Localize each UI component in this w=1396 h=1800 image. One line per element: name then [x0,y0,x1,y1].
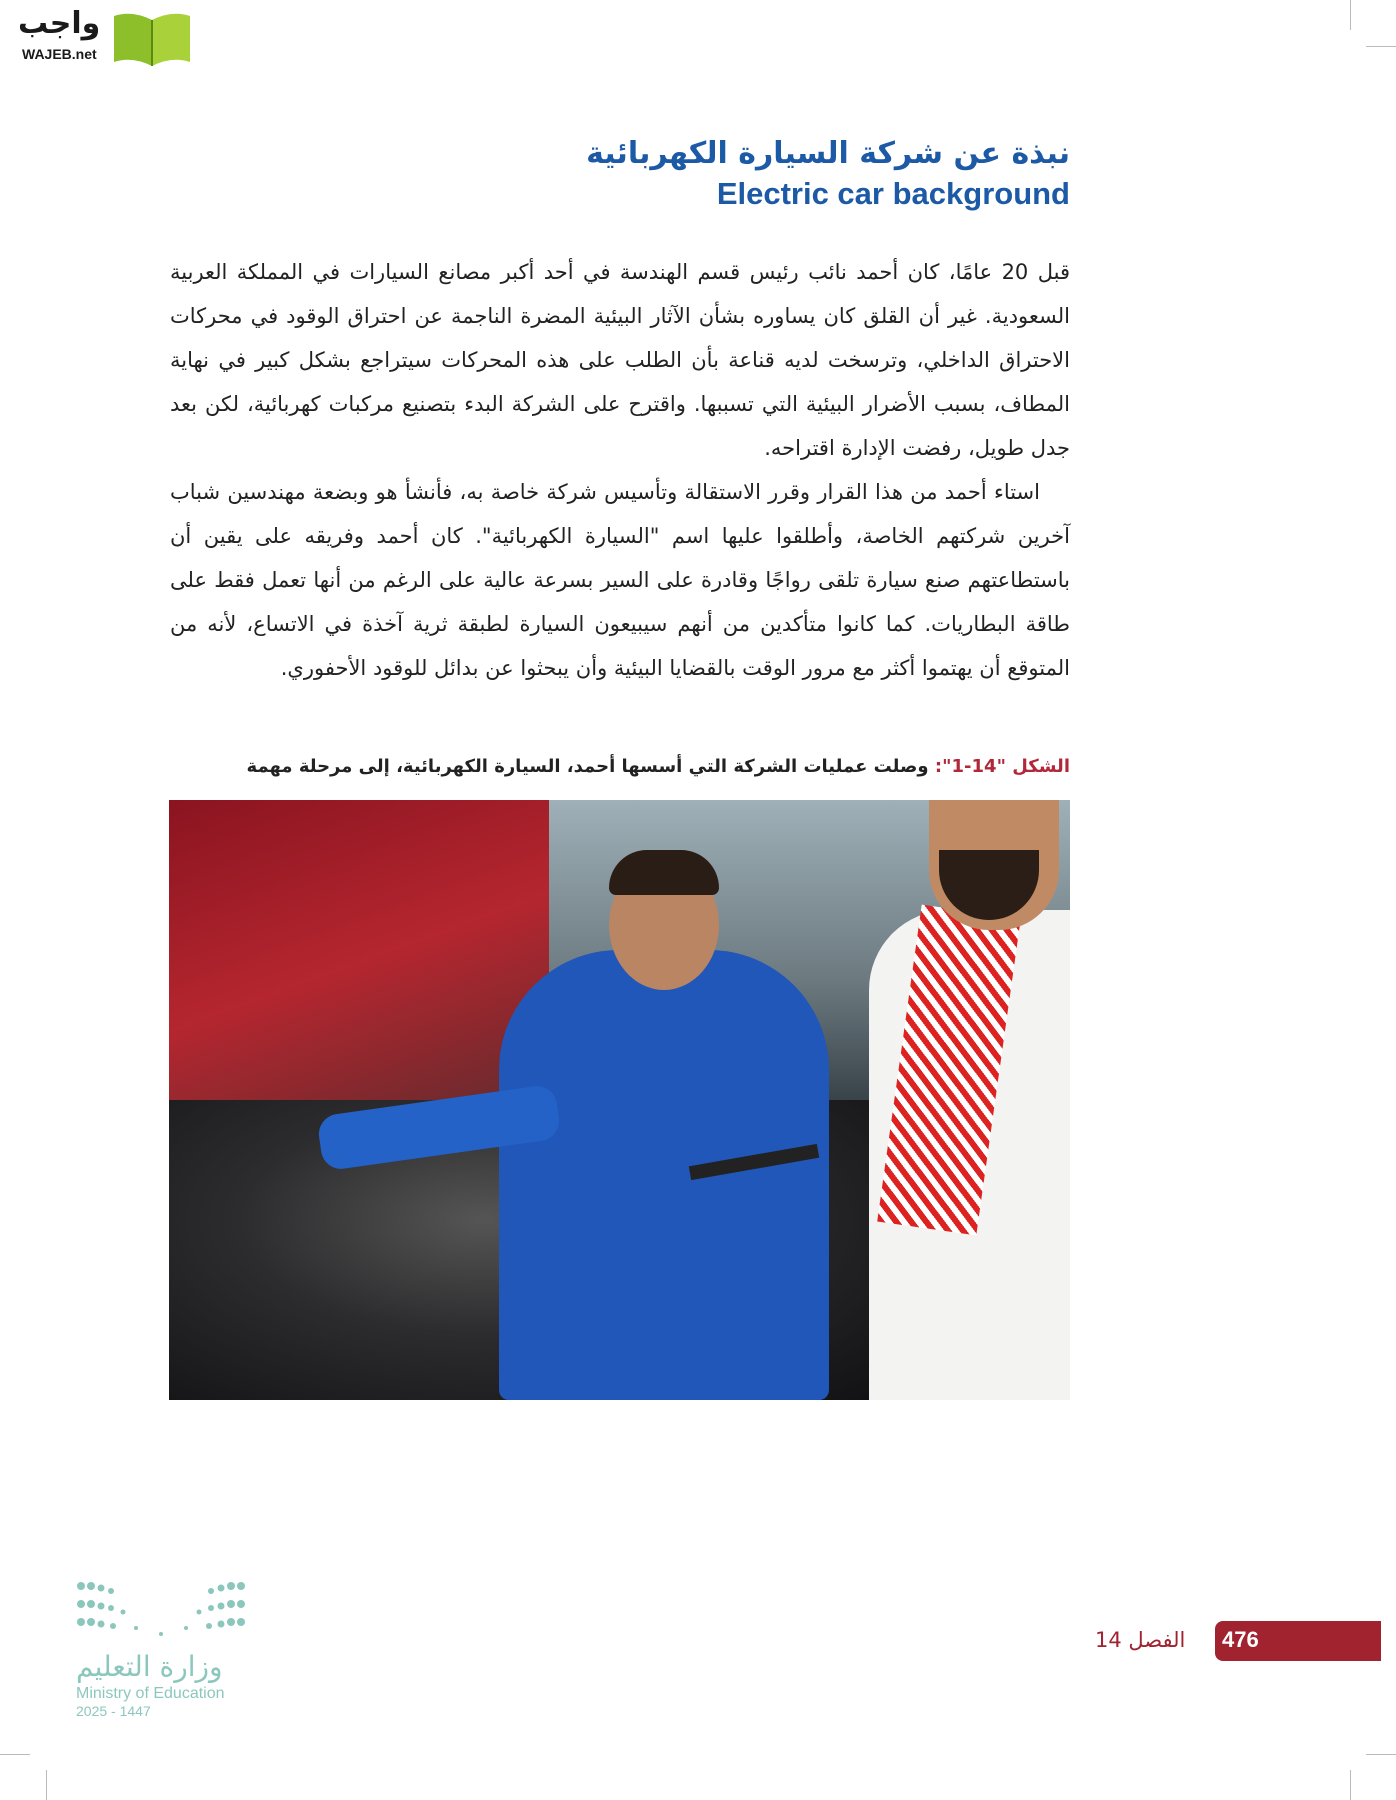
body-text [170,250,1070,690]
chapter-label: الفصل 14 [1095,1628,1186,1652]
logo-arabic: واجب [18,6,101,41]
paragraph: قبل 20 عامًا، كان أحمد نائب رئيس قسم الهندسة في أحد أكبر مصانع السيارات في المملكة العربية السعودية. غير أن القلق كان يساوره بشأن الآثار البيئية المضرة الناجمة عن احتراق الوقود في محركات الاحتراق الداخلي، وترسخت لديه قناعة بأن الطلب على هذه المحركات سيتراجع بشكل كبير في نهاية المطاف، بسبب الأضرار البيئية التي تسببها. واقترح على الشركة البدء بتصنيع مركبات كهربائية، لكن بعد جدل طويل، رفضت الإدارة اقتراحه. [170,260,1070,460]
heading-arabic: نبذة عن شركة السيارة الكهربائية [586,136,1070,171]
mechanic [499,950,829,1400]
crop-mark [46,1770,47,1800]
crop-mark [0,1754,30,1755]
mechanic-hair [609,850,719,895]
figure-caption-text: وصلت عمليات الشركة التي أسسها أحمد، السيارة الكهربائية، إلى مرحلة مهمة [246,756,929,777]
figure-caption [247,756,1070,777]
crop-mark [1366,1754,1396,1755]
logo-english: WAJEB.net [22,46,97,62]
paragraph: استاء أحمد من هذا القرار وقرر الاستقالة وتأسيس شركة خاصة به، فأنشأ هو وبضعة مهندسين شباب آخرين شركتهم الخاصة، وأطلقوا عليها اسم "السيارة الكهربائية". كان أحمد وفريقه على يقين أن باستطاعتهم صنع سيارة تلقى رواجًا وقادرة على السير بسرعة عالية على الرغم من أنها تعمل فقط على طاقة البطاريات. كما كانوا متأكدين من أنهم سيبيعون السيارة لطبقة ثرية آخذة في الاتساع، لأنه من المتوقع أن يهتموا أكثر مع مرور الوقت بالقضايا البيئية وأن يبحثوا عن بدائل للوقود الأحفوري. [170,480,1070,680]
page-number: 476 [1222,1627,1259,1652]
crop-mark [1350,0,1351,30]
figure-photo [169,800,1070,1400]
wajeb-logo[interactable] [10,6,190,68]
heading-english: Electric car background [716,176,1070,211]
ministry-arabic: وزارة التعليم [76,1650,223,1683]
crop-mark [1350,1770,1351,1800]
crop-mark [1366,46,1396,47]
ministry-english: Ministry of Education [76,1685,225,1702]
ministry-dots-icon [76,1580,246,1640]
ministry-logo [76,1580,256,1719]
figure-label: الشكل "14-1": [934,756,1070,777]
book-icon [110,10,194,66]
ministry-year: 2025 - 1447 [76,1703,151,1719]
